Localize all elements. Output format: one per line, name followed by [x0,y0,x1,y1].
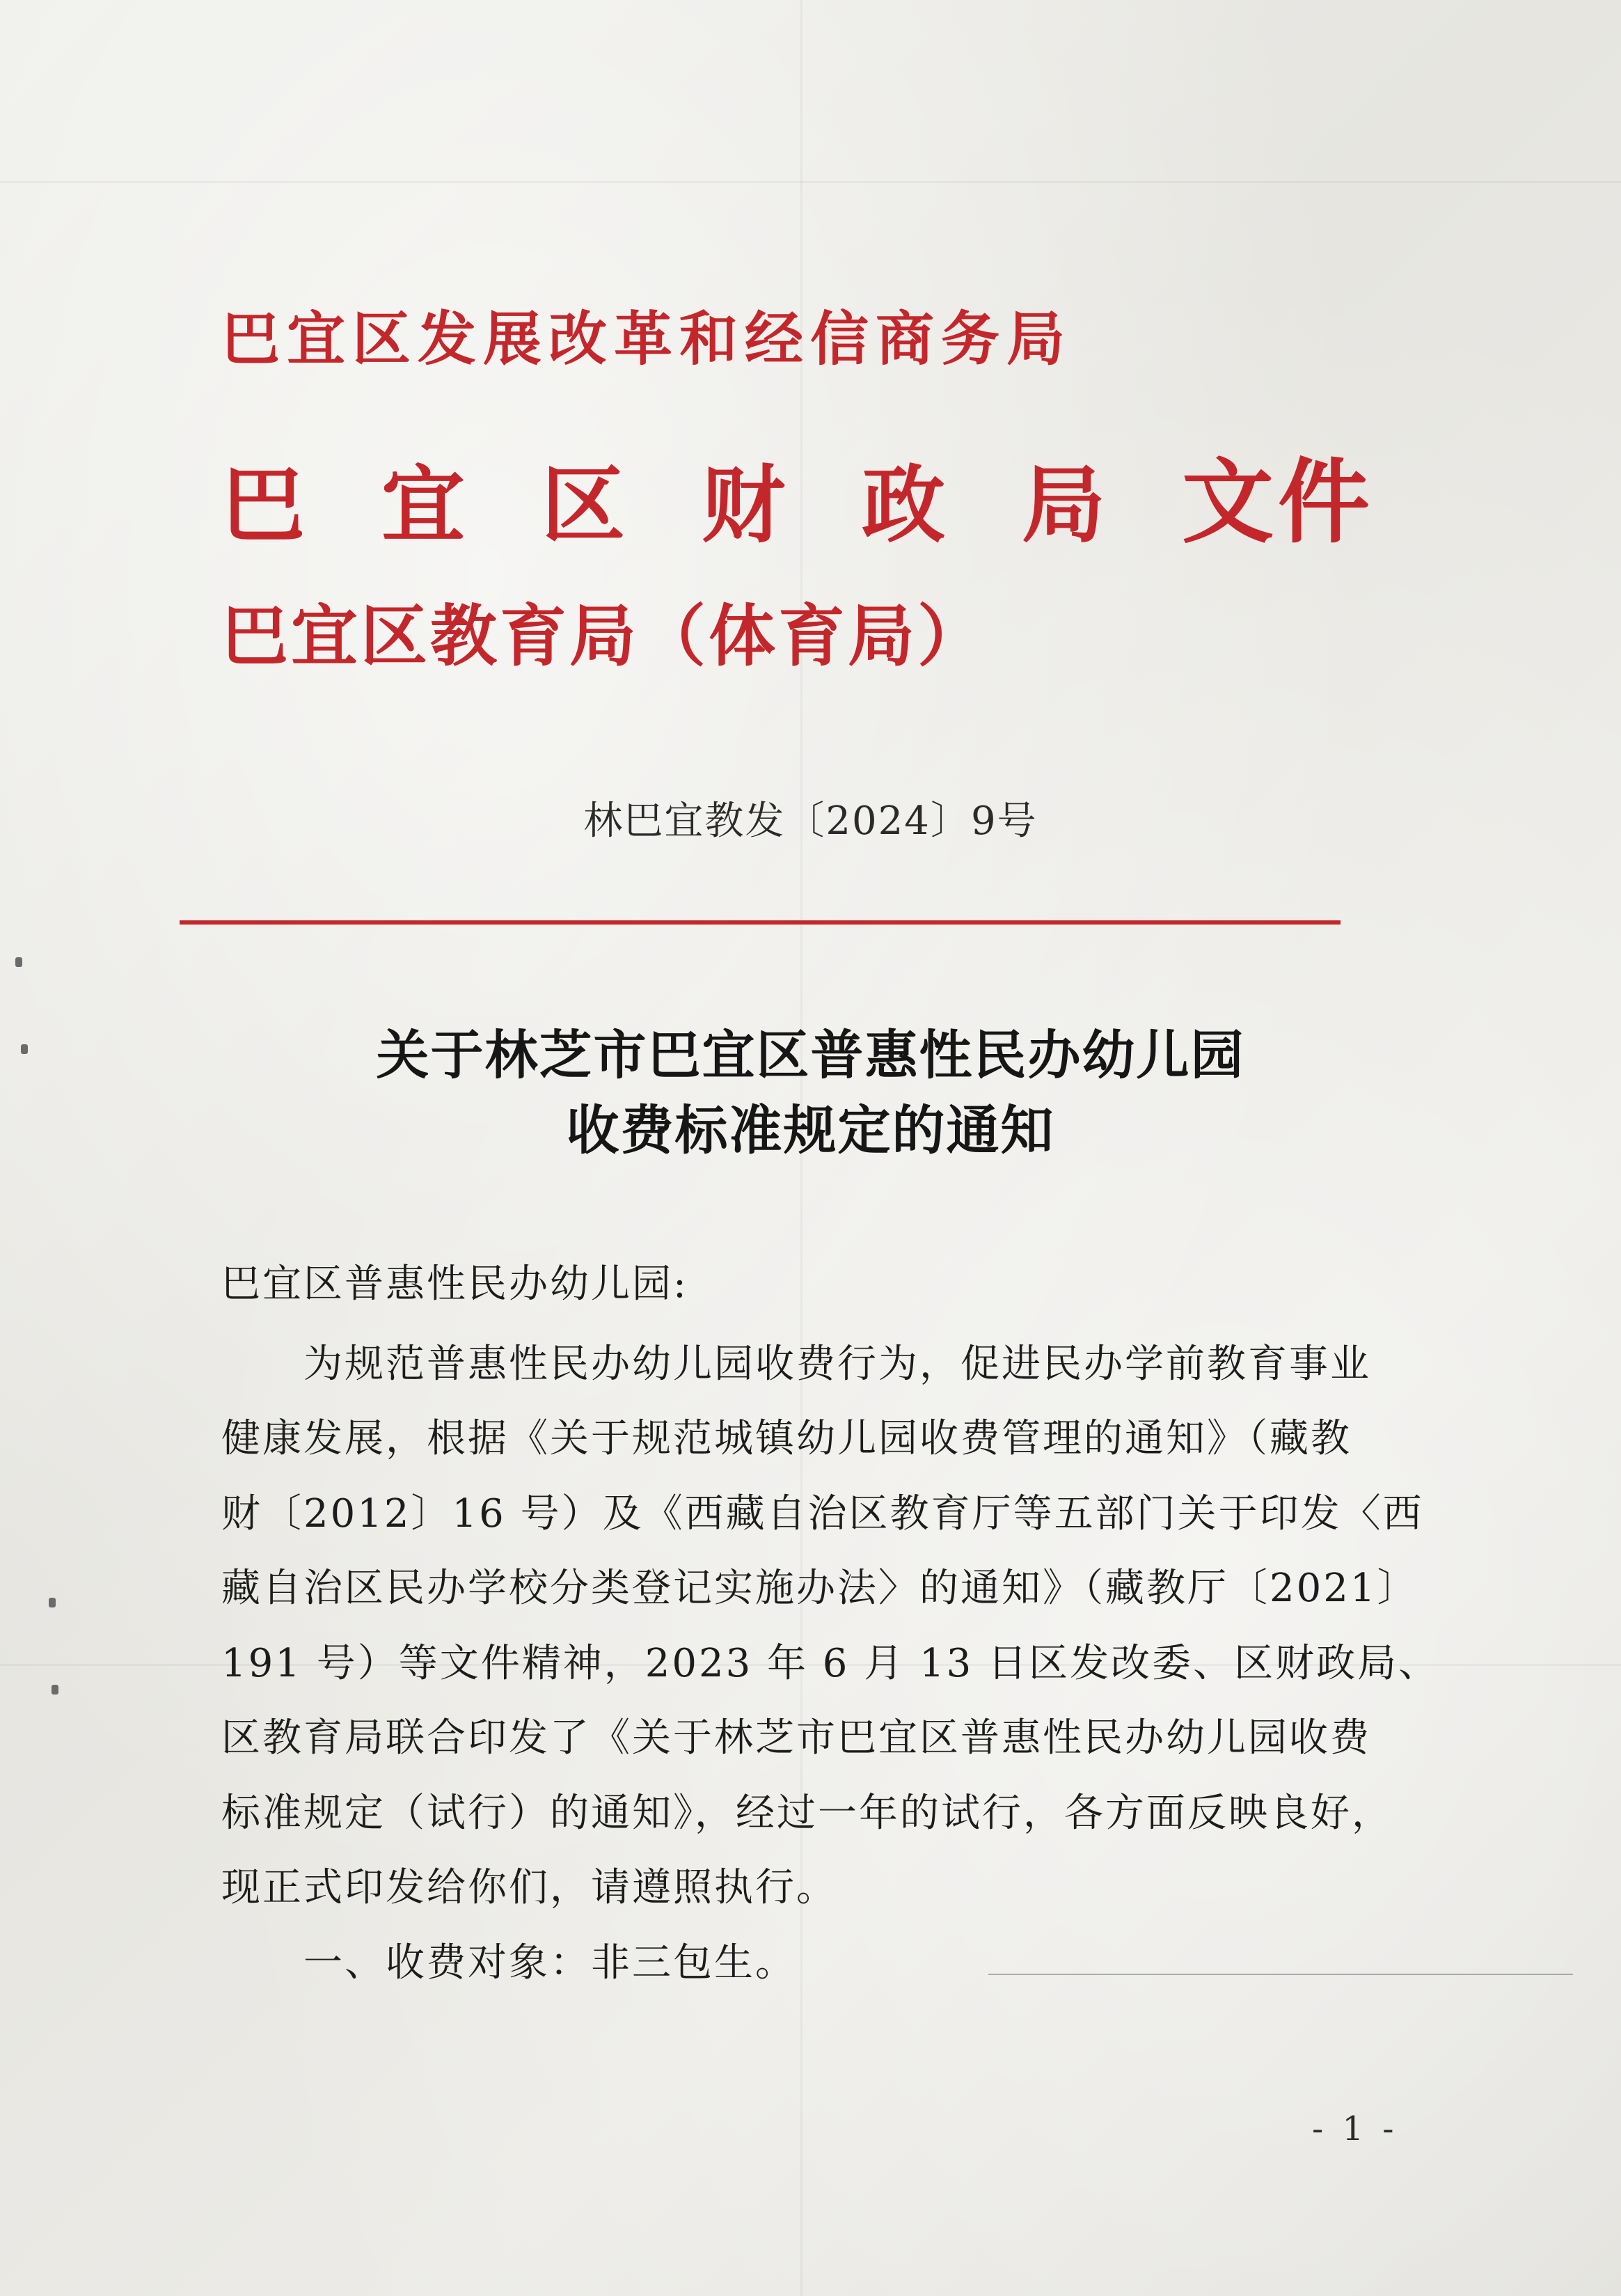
body-line: 为规范普惠性民办幼儿园收费行为，促进民办学前教育事业 [221,1342,1371,1387]
addressee: 巴宜区普惠性民办幼儿园: [221,1261,688,1307]
body-line: 区教育局联合印发了《关于林芝市巴宜区普惠性民办幼儿园收费 [221,1715,1371,1761]
paper-crease [0,181,1621,183]
body-line: 标准规定（试行）的通知》，经过一年的试行，各方面反映良好， [221,1791,1393,1836]
body-line: 健康发展，根据《关于规范城镇幼儿园收费管理的通知》（藏教 [221,1416,1352,1461]
body-line: 现正式印发给你们，请遵照执行。 [221,1865,837,1910]
document-title-line-1: 关于林芝市巴宜区普惠性民办幼儿园 [376,1024,1245,1086]
issuer-char: 财 [702,456,785,554]
issuer-char: 区 [541,456,625,554]
issuer-char: 局 [1022,456,1105,554]
body-line: 财〔2012〕16 号）及《西藏自治区教育厅等五部门关于印发〈西 [221,1491,1424,1536]
body-line: 191 号）等文件精神，2023 年 6 月 13 日区发改委、区财政局、 [221,1641,1440,1686]
document-type-label: 文件 [1182,448,1374,556]
faint-rule [988,1974,1573,1975]
document-number: 林巴宜教发〔2024〕9号 [583,799,1038,844]
issuer-char: 宜 [381,456,465,554]
section-heading: 一、收费对象：非三包生。 [221,1940,796,1986]
document-title-line-2: 收费标准规定的通知 [566,1099,1055,1161]
issuer-char: 巴 [221,456,305,554]
binding-hole [49,1598,56,1607]
issuer-line-3: 巴宜区教育局（体育局） [221,597,987,675]
issuer-char: 政 [862,456,945,554]
binding-hole [52,1685,58,1695]
page-number: - 1 - [1312,2109,1398,2148]
issuer-line-2 [221,428,1374,560]
issuer-line-1: 巴宜区发展改革和经信商务局 [221,304,1073,373]
red-separator-line [180,920,1341,925]
binding-hole [15,957,22,967]
body-line: 藏自治区民办学校分类登记实施办法〉的通知》（藏教厅〔2021〕 [221,1566,1418,1611]
